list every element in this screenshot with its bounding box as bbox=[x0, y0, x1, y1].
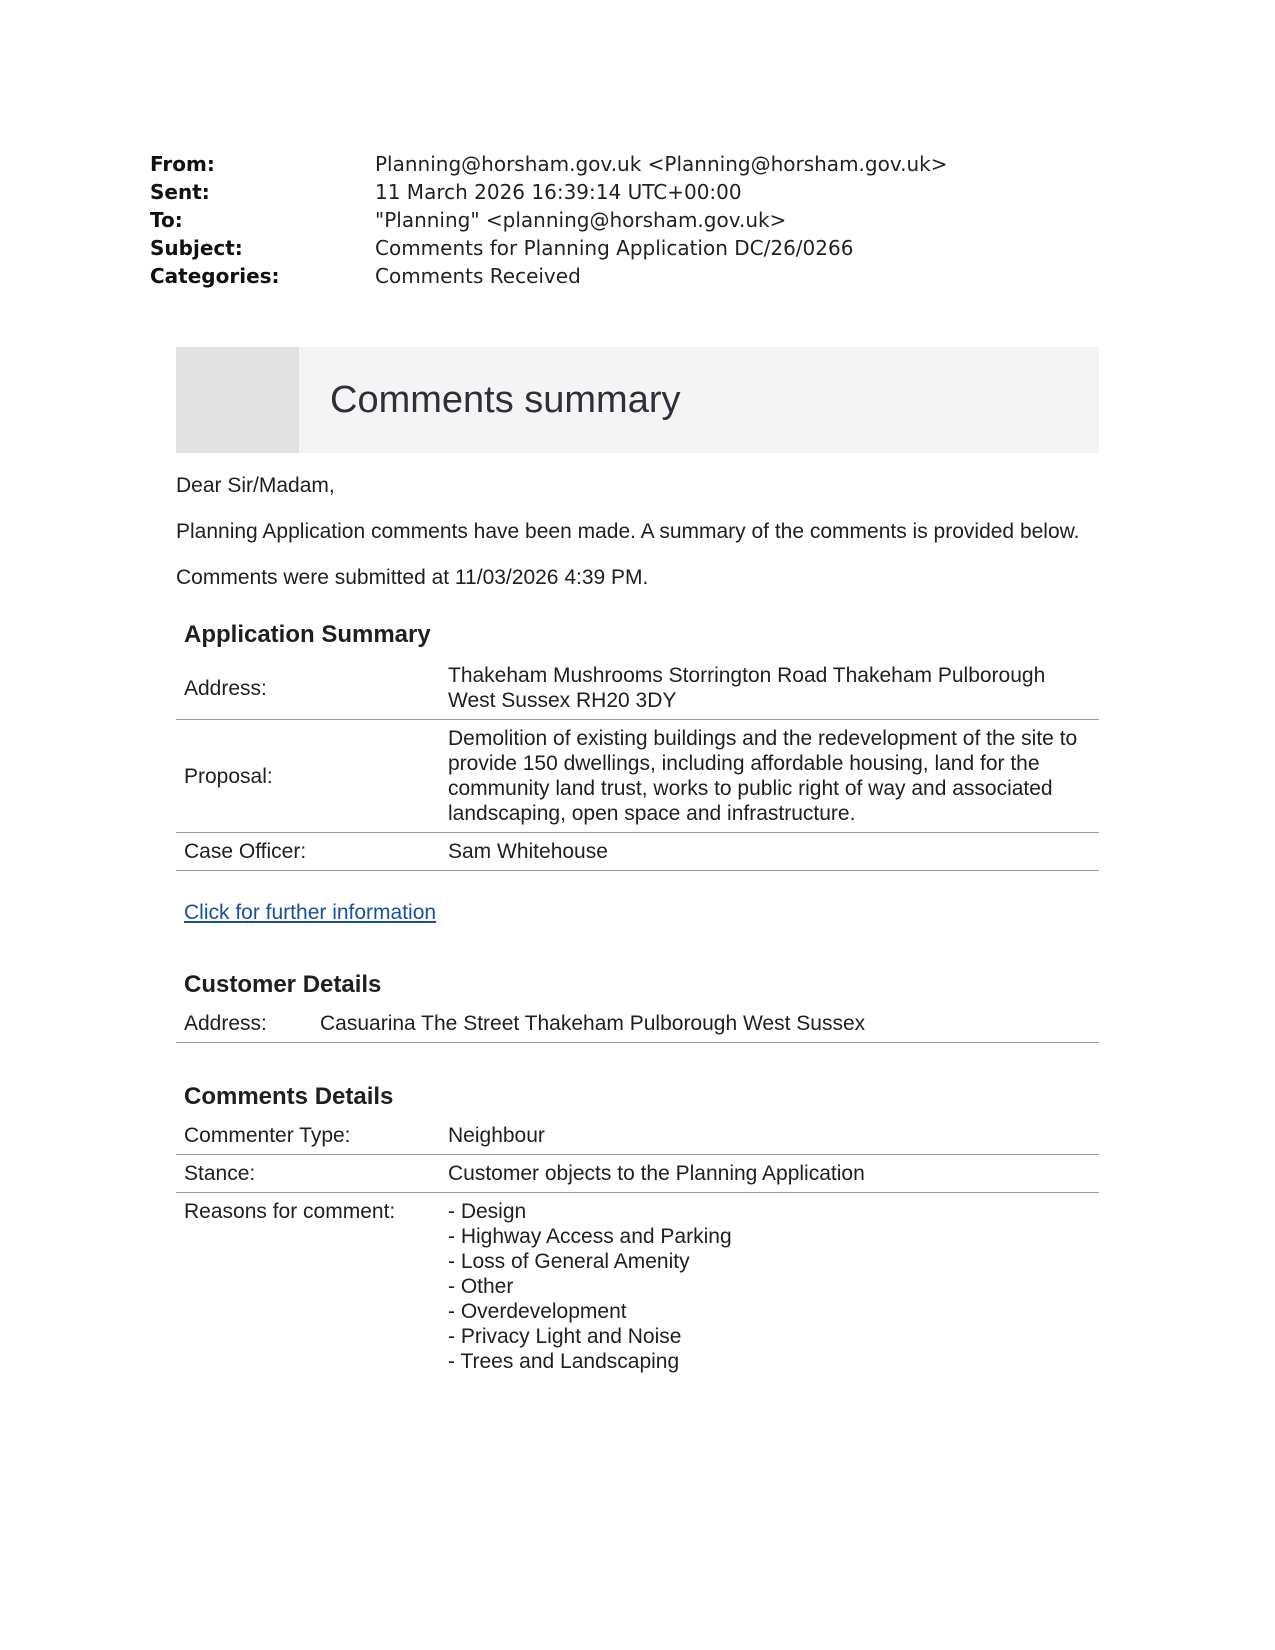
to-label: To: bbox=[150, 208, 183, 232]
case-officer-value: Sam Whitehouse bbox=[440, 833, 1099, 871]
from-row bbox=[150, 150, 1150, 178]
further-info-wrap bbox=[176, 901, 1099, 925]
list-item: - Overdevelopment bbox=[448, 1300, 627, 1323]
table-row bbox=[176, 1155, 1099, 1193]
stance-value: Customer objects to the Planning Application bbox=[440, 1155, 1099, 1193]
banner-title: Comments summary bbox=[330, 379, 681, 421]
email-body bbox=[176, 347, 1099, 1380]
comments-details-heading: Comments Details bbox=[184, 1083, 394, 1110]
application-summary-table bbox=[176, 657, 1099, 871]
subject-row bbox=[150, 234, 1150, 262]
address-label: Address: bbox=[176, 657, 440, 720]
list-item: - Privacy Light and Noise bbox=[448, 1325, 682, 1348]
list-item: - Highway Access and Parking bbox=[448, 1225, 732, 1248]
customer-address-value: Casuarina The Street Thakeham Pulborough West Sussex bbox=[312, 1005, 1099, 1043]
further-info-link[interactable]: Click for further information bbox=[184, 901, 437, 924]
address-value: Thakeham Mushrooms Storrington Road Thakeham Pulborough West Sussex RH20 3DY bbox=[440, 657, 1099, 720]
submitted-paragraph: Comments were submitted at 11/03/2026 4:39 PM. bbox=[176, 566, 649, 589]
table-row bbox=[176, 1117, 1099, 1155]
list-item: - Other bbox=[448, 1275, 514, 1298]
banner-swatch bbox=[176, 347, 299, 453]
categories-value: Comments Received bbox=[375, 264, 581, 288]
subject-label: Subject: bbox=[150, 236, 243, 260]
summary-banner bbox=[176, 347, 1099, 453]
email-header bbox=[150, 150, 1150, 290]
case-officer-label: Case Officer: bbox=[176, 833, 440, 871]
subject-value: Comments for Planning Application DC/26/0266 bbox=[375, 236, 854, 260]
table-row bbox=[176, 1005, 1099, 1043]
sent-row bbox=[150, 178, 1150, 206]
list-item: - Trees and Landscaping bbox=[448, 1350, 680, 1373]
categories-label: Categories: bbox=[150, 264, 280, 288]
reasons-list bbox=[448, 1199, 1091, 1374]
table-row bbox=[176, 657, 1099, 720]
proposal-value: Demolition of existing buildings and the redevelopment of the site to provide 150 dwellings, including affordable housing, land for the community land trust, works to public right of way and associated landscaping, open space and infrastructure. bbox=[440, 720, 1099, 833]
sent-label: Sent: bbox=[150, 180, 210, 204]
list-item: - Design bbox=[448, 1200, 527, 1223]
customer-details-table bbox=[176, 1005, 1099, 1043]
reasons-value bbox=[440, 1193, 1099, 1381]
customer-details-heading: Customer Details bbox=[184, 971, 382, 998]
proposal-label: Proposal: bbox=[176, 720, 440, 833]
commenter-type-label: Commenter Type: bbox=[176, 1117, 440, 1155]
greeting: Dear Sir/Madam, bbox=[176, 474, 335, 497]
to-value: "Planning" <planning@horsham.gov.uk> bbox=[375, 208, 787, 232]
from-label: From: bbox=[150, 152, 215, 176]
to-row bbox=[150, 206, 1150, 234]
table-row bbox=[176, 720, 1099, 833]
reasons-label: Reasons for comment: bbox=[184, 1200, 396, 1223]
customer-address-label: Address: bbox=[176, 1005, 312, 1043]
table-row bbox=[176, 1193, 1099, 1381]
commenter-type-value: Neighbour bbox=[440, 1117, 1099, 1155]
sent-value: 11 March 2026 16:39:14 UTC+00:00 bbox=[375, 180, 742, 204]
categories-row bbox=[150, 262, 1150, 290]
from-value: Planning@horsham.gov.uk <Planning@horsham.gov.uk> bbox=[375, 152, 948, 176]
stance-label: Stance: bbox=[176, 1155, 440, 1193]
comments-details-table bbox=[176, 1117, 1099, 1380]
application-summary-heading: Application Summary bbox=[184, 621, 431, 648]
list-item: - Loss of General Amenity bbox=[448, 1250, 690, 1273]
intro-paragraph: Planning Application comments have been made. A summary of the comments is provided below. bbox=[176, 520, 1080, 543]
table-row bbox=[176, 833, 1099, 871]
